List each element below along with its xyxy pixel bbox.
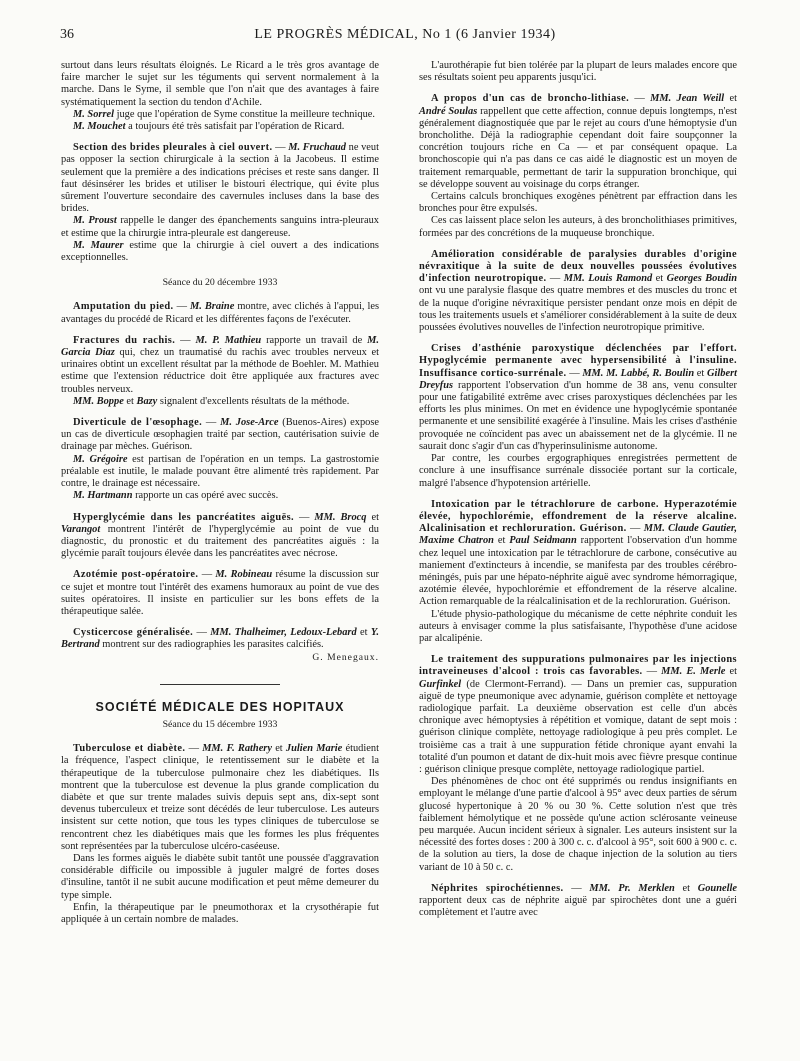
author: M. Braine	[190, 301, 235, 313]
author: M. Maurer	[73, 239, 124, 251]
left-column	[61, 60, 379, 926]
section-title: Cysticercose généralisée.	[73, 627, 194, 639]
section: Diverticule de l'œsophage. — M. Jose-Arce (Buenos-Aires) expose un cas de diverticule œsophagien traité par section, cautérisation suivie de drainage par mèches. Guérison.	[61, 417, 379, 453]
paragraph: Certains calculs bronchiques exogènes pénètrent par effraction dans les bronches pour être expulsés.	[419, 191, 737, 215]
author: M. Grégoire	[73, 453, 128, 465]
section-title: A propos d'un cas de broncho-lithiase.	[431, 93, 630, 105]
paragraph: surtout dans leurs résultats éloignés. Le Ricard a le très gros avantage de faire marcher le sujet sur les téguments qui servent normalement à la marche. Dans le Syme, il semble que l'on n'ait que des avantages à faire systématiquement la section du tendon d'Achile.	[61, 60, 379, 108]
author: Varangot	[61, 523, 101, 535]
author: Paul Seidmann	[509, 535, 577, 547]
section-text: qui, chez un traumatisé du rachis avec troubles nerveux et urinaires obtint un excellent résultat par la méthode de Boehler. M. Mathieu estime que l'extension réductrice doit être appliquée aux fractures avec troubles nerveux.	[61, 347, 379, 395]
author: MM. E. Merle	[661, 666, 726, 678]
session-date: Séance du 20 décembre 1933	[162, 277, 278, 289]
author: MM. Pr. Merklen	[589, 882, 675, 894]
paragraph-text: rapporte un cas opéré avec succès.	[132, 490, 279, 502]
section-title: Le traitement des suppurations pulmonaires par les injections intraveineuses d'alcool : trois cas favorables.	[419, 654, 737, 678]
section: Crises d'asthénie paroxystique déclenchées par l'effort. Hypoglycémie permanente avec hypersensibilité à l'insuline. Insuffisance cortico-surrénale. — MM. M. Labbé, R. Boulin et Gilbert Dreyfus rapportent l'observation d'un homme de 38 ans, venu consulter pour une fatigabilité extrême avec crises paroxystiques déclenchées par les efforts les plus minimes. On met en évidence une hypoglycémie spontanée permanente et une sensibilité exagérée à l'insuline. Mais les crises d'asthénie provoquée ne coïncident pas avec un abaissement net de la glycémie. Il ne saurait donc s'agir d'un cas d'hyperinsulinisme autonome.	[419, 343, 737, 452]
section-text: résume la discussion sur ce sujet et montre tout l'intérêt des examens humoraux au point de vue des suites opératoires. Il insiste en particulier sur les bons effets de la thérapeutique salée.	[61, 569, 379, 617]
author: MM. Louis Ramond	[563, 273, 653, 285]
section-title: Amélioration considérable de paralysies durables d'origine névraxitique à la suite de deux nouvelles poussées évolutives d'infection neurotropique.	[419, 248, 737, 285]
section-text: étudient la fréquence, l'aspect clinique, le retentissement sur le diabète et la thérapeutique de la tuberculose pulmonaire chez les diabétiques. Ils montrent que la tuberculose est devenue la plus grande complication du diabète et que sur trente malades suivis depuis sept ans, dix-sept sont devenus tuberculeux et treize sont décédés de leur tuberculose. Les auteurs insistent sur cette notion, que tous les types cliniques de tuberculose se rencontrent chez les diabétiques mais que les formes les plus fréquentes sont représentées par la tuberculose ulcéro-caséeuse.	[61, 743, 379, 852]
section-text: rapportent l'observation d'un homme chez lequel une intoxication par le tétrachlorure de carbone, consécutive au maniement d'extincteurs à incendie, se manifesta par des troubles cérébro-méningés, puis par une hépato-néphrite aiguë avec syndrome hémorragique, azotémie élevée, hypochlorémie et effondrement de la réserve alcaline. Action remarquable de la réalcalinisation et de la rechloruration. Guérison.	[419, 535, 737, 608]
section: Amputation du pied. — M. Braine montre, avec clichés à l'appui, les avantages du procédé de Ricard et les différentes façons de l'exécuter.	[61, 301, 379, 325]
connector: et	[694, 367, 707, 379]
section: Le traitement des suppurations pulmonaires par les injections intraveineuses d'alcool : trois cas favorables. — MM. E. Merle et Gurfinkel (de Clermont-Ferrand). — Dans un premier cas, suppuration aiguë de type pneumonique avec adynamie, guérison complète et nettoyage radiologique parfait. La deuxième observation est celle d'un abcès chronique avec hémoptysies à répétition et vomique, datant de sept mois : guérison clinique complète, nettoyage radiologique à peu près complet. Le troisième cas a trait à une suppuration fétide chronique ayant envahi la totalité d'un poumon et datant de dix-huit mois avec fièvre presque continue : guérison clinique presque complète, nettoyage radiologique partiel.	[419, 654, 737, 775]
paragraph-text: est partisan de l'opération en un temps. La gastrostomie préalable est inutile, le malade pouvant être alimenté très rapidement. Par contre, le drainage est nécessaire.	[61, 453, 379, 490]
connector: et	[123, 395, 137, 407]
connector: et	[724, 93, 737, 105]
running-header	[60, 27, 750, 45]
author: Y. Bertrand	[61, 627, 379, 651]
author: MM. Claude Gautier, Maxime Chatron	[419, 523, 737, 547]
section-text: montrent sur des radiographies les parasites calcifiés.	[99, 639, 324, 651]
session-date: Séance du 15 décembre 1933	[162, 718, 278, 730]
paragraph	[61, 490, 379, 502]
author: M. Sorrel	[73, 108, 114, 120]
author: Bazy	[136, 395, 158, 407]
society-heading: SOCIÉTÉ MÉDICALE DES HOPITAUX	[95, 699, 345, 714]
section-title: Intoxication par le tétrachlorure de carbone. Hyperazotémie élevée, hypochlorémie, effondrement de la réserve alcaline. Alcalinisation et rechloruration. Guérison.	[419, 498, 737, 535]
section: Azotémie post-opératoire. — M. Robineau résume la discussion sur ce sujet et montre tout l'intérêt des examens humoraux au point de vue des suites opératoires. Il insiste en particulier sur les bons effets de la thérapeutique salée.	[61, 569, 379, 617]
paragraph	[61, 396, 379, 408]
author: Georges Boudin	[666, 273, 737, 285]
author: M. Proust	[73, 215, 117, 227]
section: Section des brides pleurales à ciel ouvert. — M. Fruchaud ne veut pas opposer la section chirurgicale à la section à la Jacobeus. Il estime seulement que la première a des indications précises et reste sans danger. Il faut désinsérer les brides et utiliser le bistouri électrique, qui évite plus sûrement l'ouverture secondaire des cavernules incluses dans la base des brides.	[61, 142, 379, 215]
paragraph	[61, 215, 379, 239]
author: MM. Thalheimer, Ledoux-Lebard	[210, 627, 357, 639]
paragraph-text: signalent d'excellents résultats de la méthode.	[157, 395, 350, 407]
right-column	[419, 60, 737, 919]
section: Hyperglycémie dans les pancréatites aiguës. — MM. Brocq et Varangot montrent l'intérêt de l'hyperglycémie au point de vue du diagnostic, du pronostic et du traitement des pancréatites aiguës : la glycémie paraît toujours élevée dans les pancréatites avec nécrose.	[61, 511, 379, 560]
section-title: Tuberculose et diabète.	[73, 743, 186, 755]
connector: et	[366, 511, 379, 523]
section-title: Néphrites spirochétiennes.	[431, 882, 564, 894]
paragraph: Des phénomènes de choc ont été supprimés ou rendus insignifiants en employant le mélange d'une partie d'alcool à 95° avec deux parties de sérum glucosé hypertonique à 20 % ou 30 %. Cette solution n'est que très faiblement hémolytique et ne possède qu'une action sclérosante veineuse peu marquée. Aucun incident sérieux à signaler. Les auteurs insistent sur la nécessité des fortes doses : 200 à 300 c. c. d'alcool à 95°, soit 600 à 900 c. c. de la solution au tiers, la dose de chaque injection de la solution au tiers variant de 10 à 50 c. c.	[419, 776, 737, 873]
section: Tuberculose et diabète. — MM. F. Rathery et Julien Marie étudient la fréquence, l'aspect clinique, le retentissement sur le diabète et la thérapeutique de la tuberculose pulmonaire chez les diabétiques. Ils montrent que la tuberculose est devenue la plus grande complication du diabète et que sur trente malades suivis depuis sept ans, dix-sept sont devenus tuberculeux et treize sont décédés de leur tuberculose. Les auteurs insistent sur cette notion, que tous les types cliniques de tuberculose se rencontrent chez les diabétiques mais que les formes les plus fréquentes sont représentées par la tuberculose ulcéro-caséeuse.	[61, 743, 379, 852]
connector: et	[493, 535, 510, 547]
section: Fractures du rachis. — M. P. Mathieu rapporte un travail de M. Garcia Diaz qui, chez un traumatisé du rachis avec troubles nerveux et urinaires obtint un excellent résultat par la méthode de Boehler. M. Mathieu estime que l'extension réductrice doit être appliquée aux fractures avec troubles nerveux.	[61, 334, 380, 395]
paragraph-text: a toujours été très satisfait par l'opération de Ricard.	[125, 121, 345, 133]
author: MM. Brocq	[314, 511, 367, 523]
connector: et	[652, 273, 667, 285]
paragraph	[61, 109, 379, 121]
paragraph: Dans les formes aiguës le diabète subit tantôt une poussée d'aggravation considérable difficile ou impossible à juguler malgré de fortes doses d'insuline, tantôt il ne subit aucune modification et peut même demeurer du type simple.	[61, 852, 379, 901]
section-text: montrent l'intérêt de l'hyperglycémie au point de vue du diagnostic, du pronostic et du traitement des pancréatites aiguës : la glycémie paraît toujours élevée dans les pancréatites avec nécrose.	[61, 523, 379, 560]
section-title: Crises d'asthénie paroxystique déclenchées par l'effort. Hypoglycémie permanente avec hypersensibilité à l'insuline. Insuffisance cortico-surrénale.	[419, 343, 737, 379]
author: Gurfinkel	[419, 678, 462, 690]
author: M. Jose-Arce	[220, 417, 279, 429]
author: M. Garcia Diaz	[61, 334, 380, 359]
divider	[160, 684, 280, 685]
author: MM. Jean Weill	[650, 93, 725, 105]
paragraph-text: estime que la chirurgie à ciel ouvert a des indications exceptionnelles.	[61, 239, 379, 264]
section-text: rapportent l'observation d'un homme de 38 ans, venu consulter pour une fatigabilité extrême avec crises paroxystiques déclenchées par les efforts les plus minimes. On met en évidence une hypoglycémie spontanée permanente et une sensibilité exagérée à l'insuline. Mais les crises d'asthénie provoquée ne coïncident pas avec un abaissement net de la glycémie. Il ne saurait donc s'agir d'un cas d'hyperinsulinisme autonome.	[419, 379, 737, 452]
author: Gounelle	[697, 882, 737, 894]
section-text: montre, avec clichés à l'appui, les avantages du procédé de Ricard et les différentes façons de l'exécuter.	[61, 301, 379, 325]
paragraph: L'étude physio-pathologique du mécanisme de cette néphrite conduit les auteurs à envisager comme la plus satisfaisante, l'hypothèse d'une acidose par alcalipénie.	[419, 608, 737, 644]
section-text: rapportent deux cas de néphrite aiguë par spirochètes dont une a guéri complètement et l'autre avec	[419, 895, 737, 919]
author: M. Hartmann	[73, 490, 133, 502]
journal-title: LE PROGRÈS MÉDICAL, No 1 (6 Janvier 1934)	[254, 27, 556, 42]
section-text: (Buenos-Aires) expose un cas de diverticule œsophagien traité par section, cautérisation suivie de drainage par mèches. Guérison.	[61, 417, 379, 453]
author: MM. F. Rathery	[202, 743, 272, 755]
section-title: Hyperglycémie dans les pancréatites aiguës.	[73, 511, 295, 523]
section: Néphrites spirochétiennes. — MM. Pr. Merklen et Gounelle rapportent deux cas de néphrite aiguë par spirochètes dont une a guéri complètement et l'autre avec	[419, 882, 737, 919]
section-text: ne veut pas opposer la section chirurgicale à la section à la Jacobeus. Il estime seulement que la première a des indications précises et reste sans danger. Il faut désinsérer les brides et utiliser le bistouri électrique, qui évite plus sûrement l'ouverture secondaire des cavernules incluses dans la base des brides.	[61, 142, 379, 215]
section-text: ont vu une paralysie flasque des quatre membres et des muscles du tronc et de la nuque d'origine névraxitique persister pendant onze mois en dépit de tous les traitements usuels et s'améliorer considérablement à la suite de deux poussées évolutives nouvelles de l'infection neurotropique primitive.	[419, 285, 737, 334]
section-title: Diverticule de l'œsophage.	[73, 417, 203, 429]
paragraph-text: rappelle le danger des épanchements sanguins intra-pleuraux et estime que la chirurgie intra-pleurale est dangereuse.	[61, 215, 380, 239]
section-text: rapporte un travail de	[261, 334, 368, 346]
author: M. Fruchaud	[288, 142, 347, 154]
connector: et	[725, 666, 737, 678]
paragraph	[61, 121, 379, 133]
author: Julien Marie	[285, 743, 343, 755]
connector: et	[356, 627, 371, 639]
section: A propos d'un cas de broncho-lithiase. — MM. Jean Weill et André Soulas rappellent que cette affection, connue depuis longtemps, n'est généralement diagnostiquée que par le rejet au cours d'une hémoptysie d'un broncholithe. Déjà la radiographie cependant doit faire soupçonner la concrétion toujours riche en Ca — et par conséquent opaque. La bronchoscopie qui n'a pas dans ce cas aidé le diagnostic est un moyen de traitement remarquable, permettant de tarir la suppuration bronchique, qui se développe souvent au voisinage du corps étranger.	[419, 93, 737, 190]
author: MM. M. Labbé, R. Boulin	[582, 367, 695, 379]
page-number: 36	[60, 27, 74, 42]
section-title: Amputation du pied.	[73, 301, 174, 313]
paragraph: L'aurothérapie fut bien tolérée par la plupart de leurs malades encore que ses résultats soient peu apparents jusqu'ici.	[419, 60, 737, 84]
author: MM. Boppe	[73, 395, 124, 407]
paragraph	[61, 240, 379, 264]
author: Gilbert Dreyfus	[419, 367, 737, 391]
paragraph	[61, 454, 379, 491]
connector: et	[271, 743, 286, 755]
paragraph: Enfin, la thérapeutique par le pneumothorax et la crysothérapie fut appliquée à un certain nombre de malades.	[61, 901, 379, 925]
section: Amélioration considérable de paralysies durables d'origine névraxitique à la suite de deux nouvelles poussées évolutives d'infection neurotropique. — MM. Louis Ramond et Georges Boudin ont vu une paralysie flasque des quatre membres et des muscles du tronc et de la nuque d'origine névraxitique persister pendant onze mois en dépit de tous les traitements usuels et s'améliorer considérablement à la suite de deux poussées évolutives nouvelles de l'infection neurotropique primitive.	[419, 248, 737, 334]
paragraph: Par contre, les courbes ergographiques enregistrées permettent de conclure à une insuffisance surrénale dissociée portant sur la corticale, malgré l'absence d'hypotension artérielle.	[419, 453, 737, 489]
section-text: (de Clermont-Ferrand). — Dans un premier cas, suppuration aiguë de type pneumonique avec adynamie, guérison complète et nettoyage radiologique parfait. La deuxième observation est celle d'un abcès chronique avec hémoptysies à répétition et vomique, datant de sept mois : guérison clinique complète, nettoyage radiologique à peu près complet. Le troisième cas a trait à une suppuration fétide chronique ayant envahi la totalité d'un poumon et datant de dix-huit mois avec fièvre presque continue : guérison clinique presque complète, nettoyage radiologique partiel.	[419, 678, 737, 775]
author: M. Robineau	[215, 569, 273, 581]
author: M. Mouchet	[73, 121, 126, 133]
author: André Soulas	[419, 105, 478, 117]
section-text: rappellent que cette affection, connue depuis longtemps, n'est généralement diagnostiquée que par le rejet au cours d'une hémoptysie d'un broncholithe. Déjà la radiographie cependant doit faire soupçonner la concrétion toujours riche en Ca — et par conséquent opaque. La bronchoscopie qui n'a pas dans ce cas aidé le diagnostic est un moyen de traitement remarquable, permettant de tarir la suppuration bronchique, qui se développe souvent au voisinage du corps étranger.	[419, 105, 737, 190]
section-title: Azotémie post-opératoire.	[73, 569, 199, 581]
section: Cysticercose généralisée. — MM. Thalheimer, Ledoux-Lebard et Y. Bertrand montrent sur des radiographies les parasites calcifiés.	[61, 627, 379, 651]
section-title: Fractures du rachis.	[73, 334, 176, 346]
signature: G. Menegaux.	[312, 651, 379, 663]
paragraph-text: juge que l'opération de Syme constitue la meilleure technique.	[114, 108, 375, 120]
section: Intoxication par le tétrachlorure de carbone. Hyperazotémie élevée, hypochlorémie, effondrement de la réserve alcaline. Alcalinisation et rechloruration. Guérison. — MM. Claude Gautier, Maxime Chatron et Paul Seidmann rapportent l'observation d'un homme chez lequel une intoxication par le tétrachlorure de carbone, consécutive au maniement d'extincteurs à incendie, se manifesta par des troubles cérébro-méningés, puis par une hépato-néphrite aiguë avec syndrome hémorragique, azotémie élevée, hypochlorémie et effondrement de la réserve alcaline. Action remarquable de la réalcalinisation et de la rechloruration. Guérison.	[419, 498, 737, 608]
section-title: Section des brides pleurales à ciel ouvert.	[73, 142, 273, 154]
connector: et	[674, 882, 698, 894]
paragraph: Ces cas laissent place selon les auteurs, à des broncholithiases primitives, formées par des concrétions de la muqueuse bronchique.	[419, 215, 737, 239]
author: M. P. Mathieu	[195, 334, 262, 346]
